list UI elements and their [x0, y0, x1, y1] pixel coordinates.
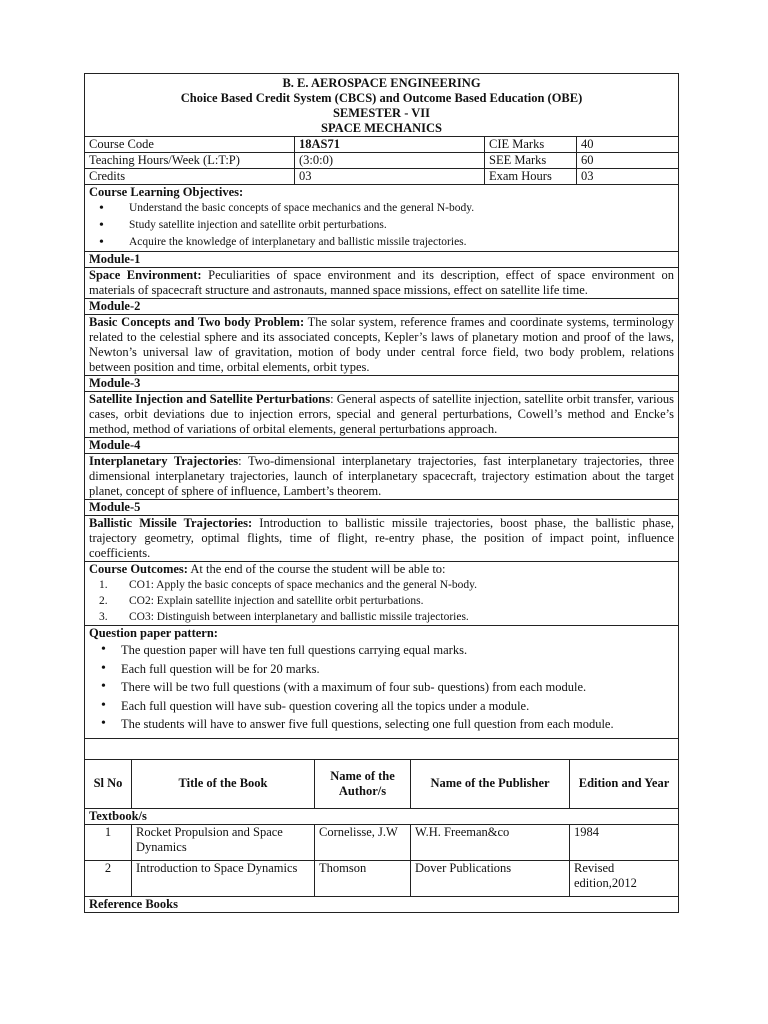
book-author: Cornelisse, J.W — [315, 824, 411, 860]
list-item: • Each full question will have sub- question covering all the topics under a module. — [89, 697, 674, 716]
list-item — [89, 609, 674, 625]
module-1-content — [85, 268, 679, 299]
scheme-title: Choice Based Credit System (CBCS) and Outcome Based Education (OBE) — [85, 91, 679, 106]
module-2-content — [85, 315, 679, 376]
list-number: 2. — [99, 595, 108, 607]
books-header-row — [85, 759, 679, 808]
list-item: • The students will have to answer five full questions, selecting one full question from each module. — [89, 715, 674, 734]
author-header: Name of the Author/s — [315, 759, 411, 808]
module-1-heading: Space Environment: — [89, 268, 202, 282]
learning-objectives-title: Course Learning Objectives: — [89, 185, 244, 199]
book-title-header: Title of the Book — [132, 759, 315, 808]
reference-books-label: Reference Books — [85, 896, 679, 912]
module-5-heading: Ballistic Missile Trajectories: — [89, 516, 253, 530]
module-1-title: Module-1 — [85, 252, 679, 268]
sl-no-header: Sl No — [85, 759, 132, 808]
teaching-hours-value: (3:0:0) — [295, 153, 485, 169]
syllabus-page — [84, 73, 678, 913]
edition-header: Edition and Year — [570, 759, 679, 808]
book-title: Rocket Propulsion and Space Dynamics — [132, 824, 315, 860]
question-pattern-title: Question paper pattern: — [89, 626, 218, 640]
list-number: 3. — [99, 611, 108, 623]
outcome-text: CO2: Explain satellite injection and satellite orbit perturbations. — [129, 595, 424, 607]
module-5-text: Introduction to ballistic missile trajectories, boost phase, the ballistic phase, trajectory geometry, optimal flights, time of flight, re-entry phase, the position of impact point, influence coefficients. — [89, 516, 675, 560]
module-2-title: Module-2 — [85, 299, 679, 315]
module-2-heading: Basic Concepts and Two body Problem: — [89, 315, 305, 329]
module-4-title: Module-4 — [85, 438, 679, 454]
semester-title: SEMESTER - VII — [85, 106, 679, 121]
list-number: 1. — [99, 579, 108, 591]
module-4-content — [85, 454, 679, 500]
module-4-text: : Two-dimensional interplanetary trajectories, fast interplanetary trajectories, three dimensional interplanetary trajectories, launch of interplanetary spacecraft, trajectory estimation about the target planet, concept of sphere of influence, Lambert’s theorem. — [89, 454, 675, 498]
outcome-text: CO1: Apply the basic concepts of space mechanics and the general N-body. — [129, 579, 477, 591]
learning-objectives-section — [85, 185, 679, 252]
book-title: Introduction to Space Dynamics — [132, 860, 315, 896]
cie-marks-value: 40 — [577, 137, 679, 153]
book-publisher: W.H. Freeman&co — [411, 824, 570, 860]
module-3-content — [85, 392, 679, 438]
credits-value: 03 — [295, 169, 485, 185]
course-info-row — [85, 153, 679, 169]
list-item — [89, 593, 674, 609]
module-3-heading: Satellite Injection and Satellite Perturbations — [89, 392, 331, 406]
textbooks-label: Textbook/s — [85, 808, 679, 824]
course-outcomes-intro: At the end of the course the student will be able to: — [187, 562, 446, 576]
module-4-heading: Interplanetary Trajectories — [89, 454, 239, 468]
list-item: • Study satellite injection and satellite orbit perturbations. — [89, 217, 674, 234]
book-edition: 1984 — [570, 824, 679, 860]
books-table — [84, 759, 679, 913]
see-marks-label: SEE Marks — [485, 153, 577, 169]
teaching-hours-label: Teaching Hours/Week (L:T:P) — [85, 153, 295, 169]
spacer-row — [85, 738, 679, 759]
list-item: • Understand the basic concepts of space mechanics and the general N-body. — [89, 200, 674, 217]
module-2-text: The solar system, reference frames and coordinate systems, terminology related to the celestial sphere and its associated concepts, Kepler’s laws of planetary motion and proof of the laws, Newton’s universal law of gravitation, motion of body under central force field, two body problem, relations between position and time, orbital elements, orbit types. — [89, 315, 675, 374]
list-item: • Each full question will be for 20 marks. — [89, 660, 674, 679]
cie-marks-label: CIE Marks — [485, 137, 577, 153]
course-info-row — [85, 137, 679, 153]
program-title: B. E. AEROSPACE ENGINEERING — [85, 74, 679, 92]
table-row — [85, 824, 679, 860]
syllabus-table — [84, 73, 679, 760]
table-row — [85, 860, 679, 896]
see-marks-value: 60 — [577, 153, 679, 169]
course-outcomes-section — [85, 562, 679, 626]
learning-objectives-list — [89, 200, 674, 251]
module-3-text: : General aspects of satellite injection, satellite orbit transfer, various cases, orbit deviations due to injection errors, special and general perturbations, Cowell’s method and Encke’s method, method of variations of orbital elements, general perturbations approach. — [89, 392, 675, 436]
course-info-row — [85, 169, 679, 185]
outcome-text: CO3: Distinguish between interplanetary and ballistic missile trajectories. — [129, 611, 469, 623]
exam-hours-label: Exam Hours — [485, 169, 577, 185]
exam-hours-value: 03 — [577, 169, 679, 185]
book-edition: Revised edition,2012 — [570, 860, 679, 896]
course-outcomes-list — [89, 577, 674, 625]
list-item: • Acquire the knowledge of interplanetary and ballistic missile trajectories. — [89, 234, 674, 251]
question-pattern-section — [85, 626, 679, 739]
module-1-text: Peculiarities of space environment and its description, effect of space environment on materials of spacecraft structure and astronauts, manned space missions, effect on satellite life time. — [89, 268, 675, 297]
book-sl-no: 2 — [85, 860, 132, 896]
list-item: • The question paper will have ten full questions carrying equal marks. — [89, 641, 674, 660]
credits-label: Credits — [85, 169, 295, 185]
course-title: SPACE MECHANICS — [85, 121, 679, 137]
course-code-value: 18AS71 — [295, 137, 485, 153]
book-publisher: Dover Publications — [411, 860, 570, 896]
list-item — [89, 577, 674, 593]
question-pattern-list — [89, 641, 674, 734]
module-5-title: Module-5 — [85, 500, 679, 516]
course-outcomes-title: Course Outcomes: — [89, 562, 188, 576]
course-code-label: Course Code — [85, 137, 295, 153]
publisher-header: Name of the Publisher — [411, 759, 570, 808]
book-author: Thomson — [315, 860, 411, 896]
list-item: • There will be two full questions (with a maximum of four sub- questions) from each module. — [89, 678, 674, 697]
module-3-title: Module-3 — [85, 376, 679, 392]
book-sl-no: 1 — [85, 824, 132, 860]
module-5-content — [85, 516, 679, 562]
